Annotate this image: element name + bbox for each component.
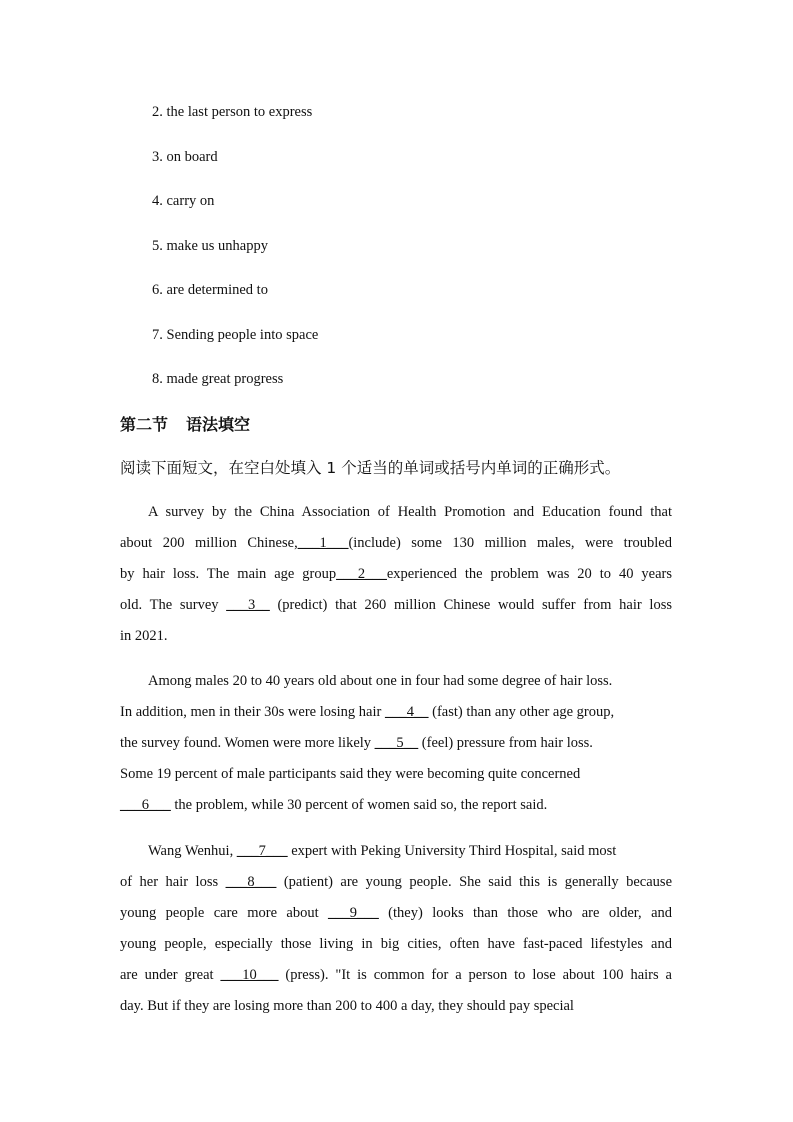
answer-item: 6. are determined to <box>152 282 268 298</box>
text-line: of her hair loss ___8___ (patient) are young people. She said this is generally because <box>120 874 673 890</box>
text-line: Some 19 percent of male participants said they were becoming quite concerned <box>120 766 581 782</box>
text-line: day. But if they are losing more than 200 to 400 a day, they should pay special <box>120 998 574 1014</box>
answer-item: 4. carry on <box>152 193 215 209</box>
answer-item: 7. Sending people into space <box>152 327 319 343</box>
answer-item: 3. on board <box>152 149 218 165</box>
blank-5[interactable]: ___5__ <box>374 735 419 751</box>
blank-6[interactable]: ___6___ <box>120 797 171 813</box>
passage-paragraph-3 <box>120 836 672 1022</box>
answer-item: 8. made great progress <box>152 371 284 387</box>
text-line: Among males 20 to 40 years old about one in four had some degree of hair loss. <box>148 673 613 689</box>
blank-7[interactable]: ___7___ <box>236 843 288 859</box>
blank-9[interactable]: ___9___ <box>328 905 379 921</box>
text-line: in 2021. <box>120 628 168 644</box>
answer-item: 5. make us unhappy <box>152 238 268 254</box>
answer-item: 2. the last person to express <box>152 104 313 120</box>
section-instruction: 阅读下面短文，在空白处填入 1 个适当的单词或括号内单词的正确形式。 <box>120 459 621 477</box>
text-line: young people, especially those living in big cities, often have fast-paced lifestyles and <box>120 936 672 952</box>
text-line: In addition, men in their 30s were losing hair ___4__ (fast) than any other age group, <box>120 704 615 720</box>
blank-2[interactable]: ___2___ <box>336 566 387 582</box>
text-line: about 200 million Chinese,___1___(include) some 130 million males, were troubled <box>120 535 672 551</box>
passage-paragraph-1 <box>120 497 672 652</box>
text-line: are under great ___10___ (press). "It is common for a person to lose about 100 hairs a <box>120 967 672 983</box>
blank-8[interactable]: ___8___ <box>225 874 277 890</box>
text-line: the survey found. Women were more likely ___5__ (feel) pressure from hair loss. <box>120 735 593 751</box>
blank-3[interactable]: ___3__ <box>226 597 270 613</box>
blank-4[interactable]: ___4__ <box>384 704 429 720</box>
text-line: old. The survey ___3__ (predict) that 260 million Chinese would suffer from hair loss <box>120 597 672 613</box>
text-line: ___6___ the problem, while 30 percent of women said so, the report said. <box>120 797 548 813</box>
text-line: by hair loss. The main age group___2___experienced the problem was 20 to 40 years <box>120 566 672 582</box>
text-line: A survey by the China Association of Health Promotion and Education found that <box>148 504 672 520</box>
section-title: 语法填空 <box>186 415 251 434</box>
section-number: 第二节 <box>120 415 169 434</box>
blank-10[interactable]: ___10___ <box>220 967 279 983</box>
passage-paragraph-2 <box>120 666 672 821</box>
text-line: Wang Wenhui, ___7___ expert with Peking University Third Hospital, said most <box>148 843 617 859</box>
section-heading <box>120 412 250 435</box>
text-line: young people care more about ___9___ (they) looks than those who are older, and <box>120 905 673 921</box>
blank-1[interactable]: ___1___ <box>297 535 349 551</box>
